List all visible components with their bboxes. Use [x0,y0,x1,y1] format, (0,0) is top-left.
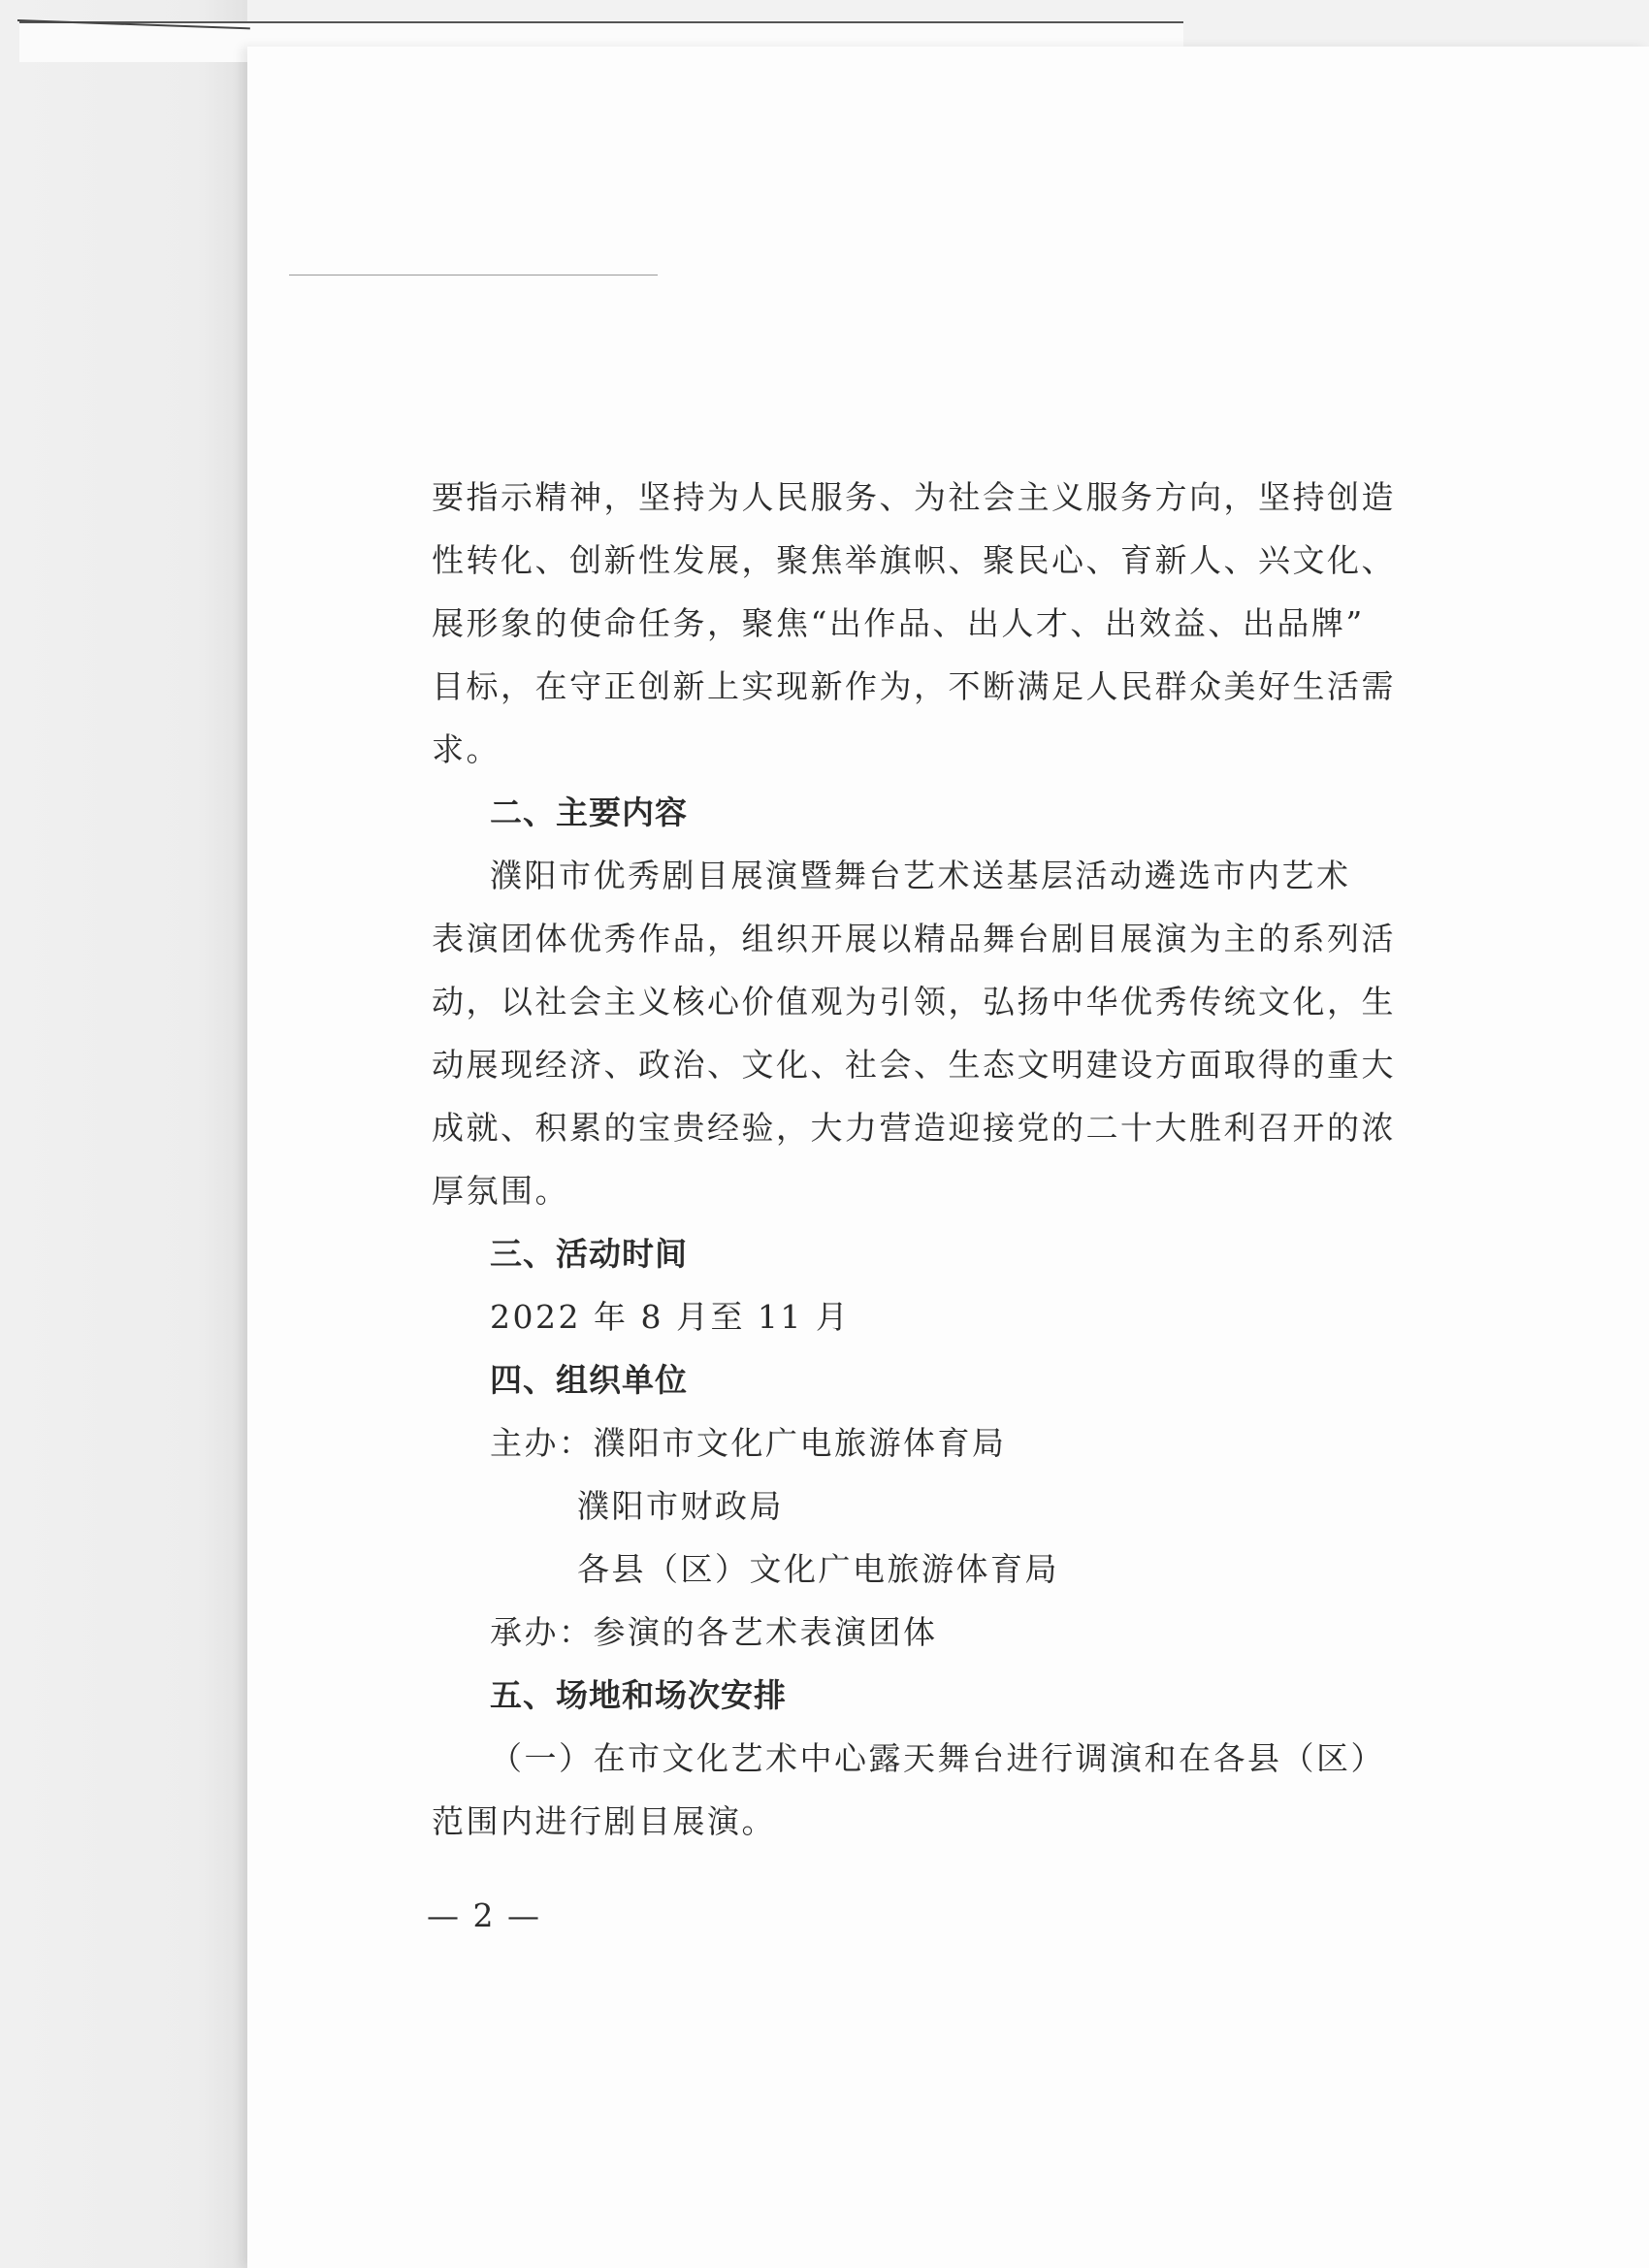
scan-margin [0,0,247,2268]
paragraph-line: 目标，在守正创新上实现新作为，不断满足人民群众美好生活需 [432,667,1396,705]
paragraph-line: 范围内进行剧目展演。 [432,1802,776,1840]
document-body [432,466,1396,1853]
page-number: — 2 — [427,1896,541,1934]
paragraph-line: 动展现经济、政治、文化、社会、生态文明建设方面取得的重大 [432,1046,1396,1084]
text-line: 2022 年 8 月至 11 月 [490,1298,851,1336]
text-line: 濮阳市财政局 [577,1487,784,1525]
paragraph-line: 动，以社会主义核心价值观为引领，弘扬中华优秀传统文化，生 [432,983,1396,1021]
section-heading: 五、场地和场次安排 [490,1676,787,1714]
section-heading: 四、组织单位 [490,1361,688,1399]
section-heading: 二、主要内容 [490,794,688,831]
section-heading: 三、活动时间 [490,1235,688,1273]
paragraph-line: 濮阳市优秀剧目展演暨舞台艺术送基层活动遴选市内艺术 [490,857,1351,894]
paragraph-line: 求。 [432,730,501,768]
paragraph-line: 要指示精神，坚持为人民服务、为社会主义服务方向，坚持创造 [432,478,1396,516]
paragraph-line: 表演团体优秀作品，组织开展以精品舞台剧目展演为主的系列活 [432,920,1396,957]
paragraph-line: （一）在市文化艺术中心露天舞台进行调演和在各县（区） [490,1739,1385,1777]
paragraph-line: 厚氛围。 [432,1172,569,1210]
paragraph-line: 性转化、创新性发展，聚焦举旗帜、聚民心、育新人、兴文化、 [432,541,1396,579]
text-line: 承办：参演的各艺术表演团体 [490,1613,938,1651]
paragraph-line: 成就、积累的宝贵经验，大力营造迎接党的二十大胜利召开的浓 [432,1109,1396,1147]
text-line: 主办：濮阳市文化广电旅游体育局 [490,1424,1007,1462]
text-line: 各县（区）文化广电旅游体育局 [577,1550,1059,1588]
paragraph-line: 展形象的使命任务，聚焦“出作品、出人才、出效益、出品牌” [432,604,1365,642]
